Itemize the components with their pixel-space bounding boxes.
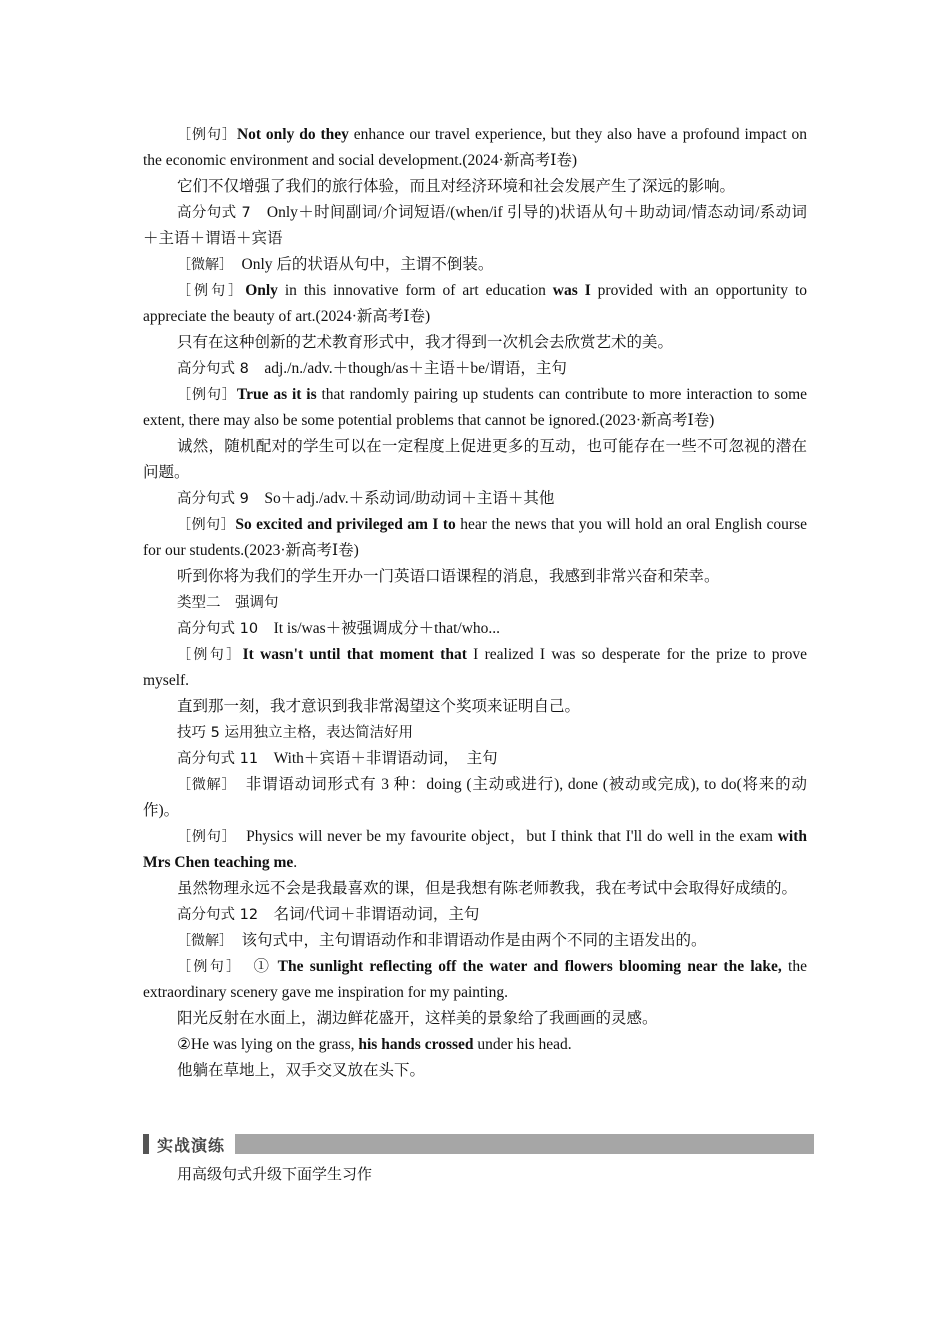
translation-12a: 阳光反射在水面上，湖边鲜花盛开，这样美的景象给了我画画的灵感。 — [177, 1010, 658, 1027]
pattern-11: 高分句式 11 With＋宾语＋非谓语动词， 主句 — [177, 750, 498, 767]
example-8: ［例句］True as it is that randomly pairing up students can contribute to more interaction to some extent, there may also be some potential problems that cannot be ignored.(2023·新高考Ⅰ卷) — [143, 386, 807, 429]
example-9: ［例句］So excited and privileged am I to hear the news that you will hold an oral English course for our students.(2023·新高考Ⅰ卷) — [143, 516, 807, 559]
pattern-12: 高分句式 12 名词/代词＋非谓语动词，主句 — [177, 906, 480, 923]
document-body — [143, 122, 807, 1084]
example-10: ［例句］It wasn't until that moment that I realized I was so desperate for the prize to prove myself. — [143, 646, 808, 689]
pattern-9: 高分句式 9 So＋adj./adv.＋系动词/助动词＋主语＋其他 — [177, 490, 555, 507]
section-title: 实战演练 — [149, 1133, 235, 1156]
translation-12b: 他躺在草地上，双手交叉放在头下。 — [177, 1062, 426, 1079]
section-bar — [143, 1134, 814, 1154]
note-12: ［微解］ 该句式中，主句谓语动作和非谓语动作是由两个不同的主语发出的。 — [177, 932, 707, 949]
example-7: ［例句］Only in this innovative form of art education was I provided with an opportunity to appreciate the beauty of art.(2024·新高考Ⅰ卷) — [143, 282, 808, 325]
translation-11: 虽然物理永远不会是我最喜欢的课，但是我想有陈老师教我，我在考试中会取得好成绩的。 — [177, 880, 798, 897]
pattern-8: 高分句式 8 adj./n./adv.＋though/as＋主语＋be/谓语，主句 — [177, 360, 567, 377]
note-11: ［微解］ 非谓语动词形式有 3 种：doing (主动或进行), done (被动或完成), to do(将来的动作)。 — [143, 776, 807, 819]
example-12b: ②He was lying on the grass, his hands crossed under his head. — [177, 1036, 572, 1053]
translation-9: 听到你将为我们的学生开办一门英语口语课程的消息，我感到非常兴奋和荣幸。 — [177, 568, 720, 585]
section-rule — [235, 1134, 814, 1154]
example-11: ［例句］ Physics will never be my favourite object，but I think that I'll do well in the exam with Mrs Chen teaching me. — [143, 828, 808, 871]
translation-1: 它们不仅增强了我们的旅行体验，而且对经济环境和社会发展产生了深远的影响。 — [177, 178, 736, 195]
note-7: ［微解］ Only 后的状语从句中，主谓不倒装。 — [177, 256, 494, 273]
pattern-10: 高分句式 10 It is/was＋被强调成分＋that/who... — [177, 620, 501, 637]
example-12a: ［例句］ ① The sunlight reflecting off the water and flowers blooming near the lake, the extraordinary scenery gave me inspiration for my painting. — [143, 958, 807, 1001]
translation-7: 只有在这种创新的艺术教育形式中，我才得到一次机会去欣赏艺术的美。 — [177, 334, 674, 351]
translation-8: 诚然，随机配对的学生可以在一定程度上促进更多的互动，也可能存在一些不可忽视的潜在问题。 — [143, 438, 807, 481]
type-2-heading: 类型二 强调句 — [177, 595, 279, 611]
exercise-instruction: 用高级句式升级下面学生习作 — [177, 1165, 373, 1183]
pattern-7: 高分句式 7 Only＋时间副词/介词短语/(when/if 引导的)状语从句＋助动词/情态动词/系动词＋主语＋谓语＋宾语 — [143, 204, 807, 247]
tip-5-heading: 技巧 5 运用独立主格，表达简洁好用 — [177, 725, 413, 741]
example-1: ［例句］Not only do they enhance our travel experience, but they also have a profound impact on the economic environment and social development.(2024·新高考Ⅰ卷) — [143, 126, 807, 169]
translation-10: 直到那一刻，我才意识到我非常渴望这个奖项来证明自己。 — [177, 698, 581, 715]
